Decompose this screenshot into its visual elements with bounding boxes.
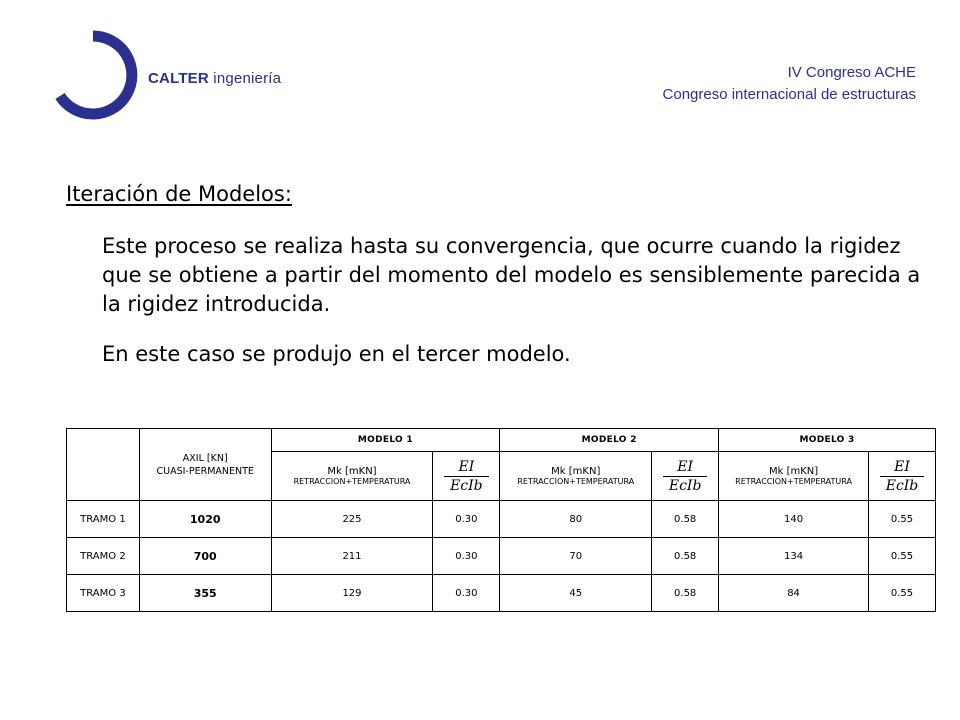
axil-value: 1020 [139,501,271,538]
model-2-mk-value: 80 [500,501,652,538]
model-3-mk-value: 84 [719,575,869,612]
table-corner-cell [67,429,140,501]
paragraph-convergence: Este proceso se realiza hasta su convergencia, que ocurre cuando la rigidez que se obtiene a partir del momento del modelo es sensiblemente parecida a la rigidez introducida. [102,234,921,316]
axil-value: 700 [139,538,271,575]
table-row [67,575,936,612]
model-1-header: MODELO 1 [271,429,500,452]
model-3-mk-value: 134 [719,538,869,575]
company-name-rest: ingeniería [208,70,282,87]
model-1-ratio-header [433,452,500,501]
mk-label: Mk [mKN] [327,466,377,477]
model-3-ratio-value: 0.55 [869,575,936,612]
model-2-ratio-value: 0.58 [652,538,719,575]
axil-header [139,429,271,501]
axil-value: 355 [139,575,271,612]
model-2-mk-value: 70 [500,538,652,575]
section-heading: Iteración de Modelos: [66,182,292,206]
mk-label: Mk [mKN] [768,466,819,477]
model-3-ratio-value: 0.55 [869,501,936,538]
mk-sublabel: RETRACCION+TEMPERATURA [293,477,411,486]
stiffness-ratio-formula [880,459,925,494]
ratio-numerator: EI [444,459,489,477]
ratio-denominator: EcIb [450,477,483,494]
model-1-ratio-value: 0.30 [433,538,500,575]
model-2-mk-header [500,452,652,501]
conference-info [663,62,916,106]
model-2-ratio-value: 0.58 [652,575,719,612]
model-1-ratio-value: 0.30 [433,501,500,538]
model-2-header: MODELO 2 [500,429,719,452]
model-2-ratio-header [652,452,719,501]
model-2-mk-value: 45 [500,575,652,612]
model-3-ratio-value: 0.55 [869,538,936,575]
conference-subtitle: Congreso internacional de estructuras [662,86,916,103]
company-name-bold: CALTER [148,70,209,87]
model-1-mk-header [271,452,433,501]
mk-sublabel: RETRACCION+TEMPERATURA [517,477,635,486]
model-1-mk-value: 129 [271,575,433,612]
ratio-numerator: EI [880,459,925,477]
table-row [67,538,936,575]
ratio-denominator: EcIb [885,477,919,494]
conference-title: IV Congreso ACHE [787,64,916,81]
model-3-ratio-header [869,452,936,501]
tramo-label: TRAMO 3 [67,575,140,612]
model-3-mk-header [719,452,869,501]
model-1-ratio-value: 0.30 [433,575,500,612]
tramo-label: TRAMO 1 [67,501,140,538]
axil-header-unit: AXIL [KN] [182,452,228,464]
model-3-header: MODELO 3 [719,429,936,452]
model-1-mk-value: 225 [271,501,433,538]
results-table [66,428,936,612]
axil-header-type: CUASI-PERMANENTE [156,465,254,477]
model-1-mk-value: 211 [271,538,433,575]
mk-label: Mk [mKN] [551,466,601,477]
model-2-ratio-value: 0.58 [652,501,719,538]
stiffness-ratio-formula [444,459,489,494]
ratio-denominator: EcIb [668,477,702,494]
table-header-models [67,429,936,452]
mk-sublabel: RETRACCION+TEMPERATURA [735,477,852,486]
tramo-label: TRAMO 2 [67,538,140,575]
table-row [67,501,936,538]
paragraph-result: En este caso se produjo en el tercer modelo. [102,342,571,366]
company-name [148,70,281,87]
calter-logo-ring [48,30,138,120]
model-3-mk-value: 140 [719,501,869,538]
stiffness-ratio-formula [663,459,708,494]
ratio-numerator: EI [663,459,708,477]
